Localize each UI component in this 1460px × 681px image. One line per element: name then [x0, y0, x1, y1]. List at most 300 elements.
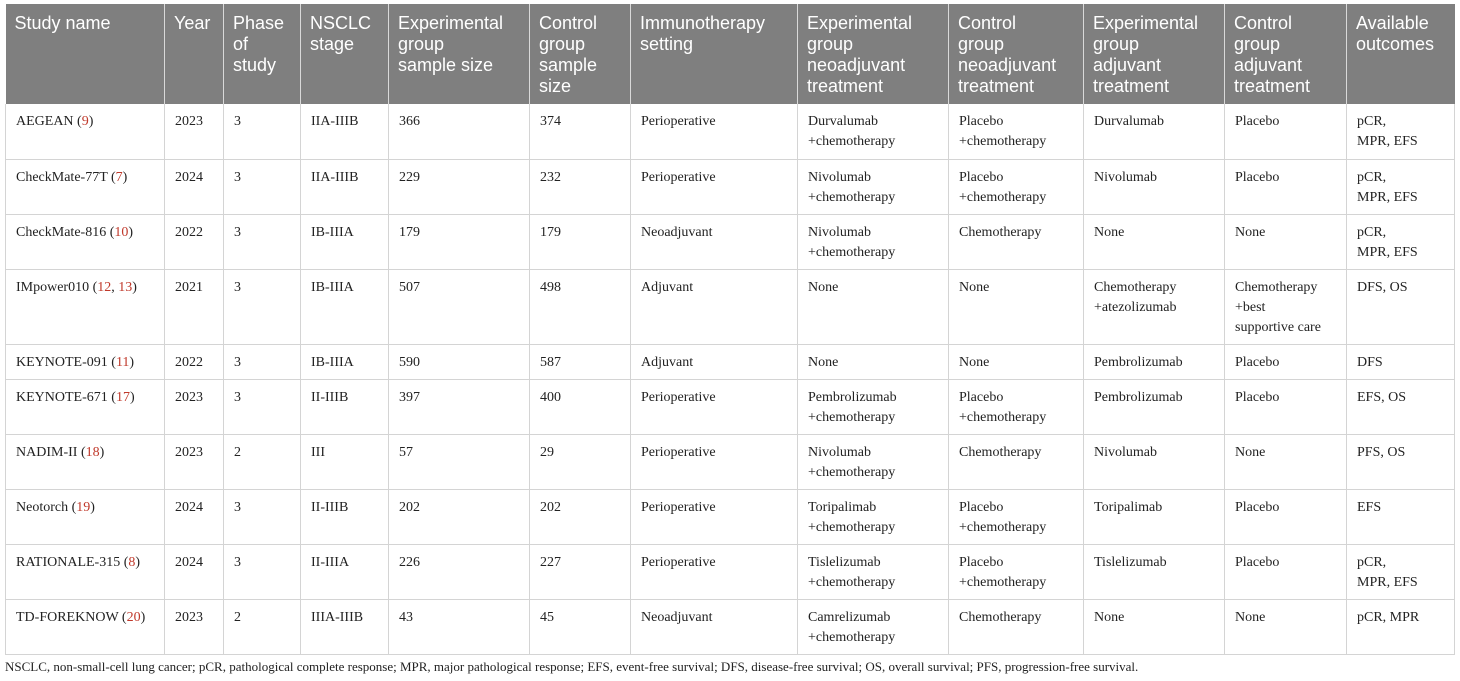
cell-text: Nivolumab: [808, 444, 871, 460]
cell-text: Placebo: [959, 169, 1004, 185]
cell-text: 3: [234, 554, 241, 570]
table-cell: [389, 599, 530, 654]
table-cell: [631, 344, 798, 379]
table-cell: [389, 489, 530, 544]
column-header-line: group: [958, 34, 1005, 54]
cell-text: +chemotherapy: [808, 519, 896, 535]
column-header-line: stage: [310, 34, 355, 54]
cell-text: Toripalimab: [808, 499, 877, 515]
study-name: KEYNOTE-671: [16, 389, 108, 405]
cell-text: IIIA-IIIB: [311, 609, 364, 625]
table-cell: [301, 269, 389, 344]
table-cell: [798, 599, 949, 654]
column-header: [949, 4, 1084, 104]
cell-text: pCR,: [1357, 169, 1387, 185]
study-name-cell: CheckMate-77T (7): [6, 159, 165, 214]
table-cell: [798, 379, 949, 434]
table-row: [6, 434, 1455, 489]
cell-text: Pembrolizumab: [808, 389, 897, 405]
table-cell: [389, 159, 530, 214]
cell-text: 2: [234, 444, 241, 460]
table-cell: [224, 214, 301, 269]
cell-text: 2024: [175, 169, 203, 185]
table-cell: [224, 104, 301, 159]
table-cell: [631, 489, 798, 544]
cell-text: III: [311, 444, 325, 460]
cell-text: Placebo: [1235, 354, 1280, 370]
cell-text: Chemotherapy: [959, 444, 1042, 460]
cell-text: 229: [399, 169, 420, 185]
cell-text: MPR, EFS: [1357, 189, 1418, 205]
table-cell: [530, 599, 631, 654]
table-cell: [301, 544, 389, 599]
cell-text: IB-IIIA: [311, 354, 354, 370]
cell-text: Adjuvant: [641, 279, 694, 295]
table-cell: [389, 269, 530, 344]
cell-text: Placebo: [1235, 499, 1280, 515]
table-cell: [631, 104, 798, 159]
cell-text: 3: [234, 389, 241, 405]
study-name: IMpower010: [16, 279, 90, 295]
table-cell: [631, 379, 798, 434]
column-header-line: adjuvant: [1234, 55, 1303, 75]
table-cell: [165, 214, 224, 269]
table-row: [6, 104, 1455, 159]
cell-text: II-IIIB: [311, 499, 349, 515]
table-cell: [389, 434, 530, 489]
cell-text: IB-IIIA: [311, 279, 354, 295]
study-name: NADIM-II: [16, 444, 78, 460]
cell-text: +chemotherapy: [959, 409, 1047, 425]
cell-text: 366: [399, 114, 420, 129]
reference-link[interactable]: 10: [114, 224, 129, 240]
table-cell: [530, 434, 631, 489]
table-cell: [1225, 599, 1347, 654]
table-cell: [1225, 214, 1347, 269]
table-cell: [1347, 269, 1455, 344]
table-cell: [165, 599, 224, 654]
cell-text: +chemotherapy: [808, 629, 896, 645]
study-name: AEGEAN: [16, 114, 74, 129]
cell-text: Tislelizumab: [1094, 554, 1167, 570]
table-cell: [165, 379, 224, 434]
table-cell: [1225, 379, 1347, 434]
table-cell: [224, 489, 301, 544]
table-cell: [1084, 434, 1225, 489]
cell-text: +chemotherapy: [808, 574, 896, 590]
cell-text: Tislelizumab: [808, 554, 881, 570]
table-cell: [949, 379, 1084, 434]
cell-text: Neoadjuvant: [641, 609, 713, 625]
cell-text: None: [959, 354, 990, 370]
table-cell: [165, 159, 224, 214]
cell-text: 202: [540, 499, 561, 515]
study-table-container: [5, 4, 1454, 655]
study-characteristics-table: [5, 4, 1455, 655]
cell-text: Camrelizumab: [808, 609, 891, 625]
column-header-line: group: [398, 34, 445, 54]
table-cell: [224, 269, 301, 344]
reference-link[interactable]: 19: [76, 499, 91, 515]
cell-text: II-IIIA: [311, 554, 350, 570]
table-cell: [165, 104, 224, 159]
table-row: [6, 344, 1455, 379]
table-cell: [949, 544, 1084, 599]
cell-text: Nivolumab: [808, 224, 871, 240]
column-header: [6, 4, 165, 104]
table-cell: [631, 269, 798, 344]
column-header: [165, 4, 224, 104]
cell-text: IIA-IIIB: [311, 169, 359, 185]
table-cell: [798, 104, 949, 159]
cell-text: 374: [540, 114, 561, 129]
study-name-cell: IMpower010 (12, 13): [6, 269, 165, 344]
table-cell: [798, 489, 949, 544]
table-cell: [798, 344, 949, 379]
table-footnote: NSCLC, non-small-cell lung cancer; pCR, pathological complete response; MPR, major pathological response; EFS, event-free survival; DFS, disease-free survival; OS, overall survival; PFS, progression-free survival.: [5, 659, 1139, 674]
table-cell: [949, 269, 1084, 344]
table-cell: [1084, 489, 1225, 544]
cell-text: DFS, OS: [1357, 279, 1408, 295]
table-cell: [631, 159, 798, 214]
table-cell: [530, 104, 631, 159]
column-header-line: NSCLC: [310, 13, 372, 33]
table-cell: [1084, 159, 1225, 214]
table-cell: [301, 599, 389, 654]
column-header: [530, 4, 631, 104]
cell-text: EFS: [1357, 499, 1382, 515]
cell-text: Placebo: [959, 389, 1004, 405]
column-header-line: group: [1234, 34, 1281, 54]
table-cell: [949, 104, 1084, 159]
cell-text: Chemotherapy: [1235, 279, 1318, 295]
cell-text: Chemotherapy: [1094, 279, 1177, 295]
table-cell: [301, 379, 389, 434]
column-header-line: of: [233, 34, 249, 54]
cell-text: 507: [399, 279, 420, 295]
cell-text: +chemotherapy: [808, 134, 896, 149]
column-header-line: size: [539, 76, 572, 96]
study-name-cell: CheckMate-816 (10): [6, 214, 165, 269]
cell-text: IIA-IIIB: [311, 114, 359, 129]
cell-text: 179: [399, 224, 420, 240]
table-cell: [1225, 269, 1347, 344]
cell-text: II-IIIB: [311, 389, 349, 405]
table-cell: [1084, 379, 1225, 434]
table-cell: [949, 344, 1084, 379]
table-cell: [1084, 269, 1225, 344]
table-header-row: [6, 4, 1455, 104]
table-cell: [1225, 489, 1347, 544]
table-cell: [224, 159, 301, 214]
cell-text: None: [1094, 224, 1125, 240]
cell-text: 3: [234, 279, 241, 295]
cell-text: pCR,: [1357, 114, 1387, 129]
table-cell: [530, 214, 631, 269]
table-cell: [1347, 104, 1455, 159]
table-cell: [1084, 599, 1225, 654]
cell-text: 2022: [175, 224, 203, 240]
table-cell: [224, 434, 301, 489]
reference-link[interactable]: 12: [97, 279, 112, 295]
study-name: CheckMate-816: [16, 224, 107, 240]
table-cell: [224, 544, 301, 599]
cell-text: None: [1235, 224, 1266, 240]
cell-text: Adjuvant: [641, 354, 694, 370]
cell-text: Placebo: [1235, 114, 1280, 129]
cell-text: None: [808, 279, 839, 295]
cell-text: 2023: [175, 444, 203, 460]
column-header-line: outcomes: [1356, 34, 1435, 54]
table-cell: [1347, 599, 1455, 654]
column-header: [224, 4, 301, 104]
cell-text: None: [808, 354, 839, 370]
cell-text: Nivolumab: [1094, 169, 1157, 185]
column-header-line: setting: [640, 34, 694, 54]
table-cell: [224, 599, 301, 654]
column-header: [301, 4, 389, 104]
column-header-line: Year: [174, 13, 211, 33]
cell-text: 400: [540, 389, 561, 405]
cell-text: Placebo: [1235, 554, 1280, 570]
table-body: [6, 104, 1455, 654]
cell-text: 43: [399, 609, 413, 625]
study-name-cell: TD-FOREKNOW (20): [6, 599, 165, 654]
cell-text: Placebo: [959, 114, 1004, 129]
cell-text: pCR, MPR: [1357, 609, 1420, 625]
table-cell: [165, 269, 224, 344]
reference-link[interactable]: 11: [115, 354, 130, 370]
cell-text: Perioperative: [641, 114, 716, 129]
cell-text: 226: [399, 554, 420, 570]
table-cell: [1347, 159, 1455, 214]
reference-link[interactable]: 9: [81, 114, 89, 129]
table-cell: [798, 269, 949, 344]
cell-text: 587: [540, 354, 561, 370]
table-row: [6, 489, 1455, 544]
cell-text: 2023: [175, 114, 203, 129]
column-header: [631, 4, 798, 104]
reference-link[interactable]: 17: [115, 389, 130, 405]
cell-text: Toripalimab: [1094, 499, 1163, 515]
table-cell: [949, 599, 1084, 654]
column-header-line: adjuvant: [1093, 55, 1162, 75]
table-cell: [1084, 344, 1225, 379]
column-header-line: Control: [539, 13, 598, 33]
cell-text: Perioperative: [641, 389, 716, 405]
column-header-line: neoadjuvant: [958, 55, 1057, 75]
cell-text: IB-IIIA: [311, 224, 354, 240]
study-name-cell: RATIONALE-315 (8): [6, 544, 165, 599]
table-cell: [301, 434, 389, 489]
table-cell: [301, 489, 389, 544]
table-cell: [1347, 379, 1455, 434]
cell-text: MPR, EFS: [1357, 134, 1418, 149]
cell-text: Durvalumab: [1094, 114, 1164, 129]
cell-text: Placebo: [959, 554, 1004, 570]
table-cell: [949, 214, 1084, 269]
column-header: [798, 4, 949, 104]
table-cell: [631, 544, 798, 599]
cell-text: 232: [540, 169, 561, 185]
cell-text: +atezolizumab: [1094, 299, 1177, 315]
table-cell: [530, 269, 631, 344]
table-cell: [530, 379, 631, 434]
table-cell: [301, 214, 389, 269]
study-name-cell: NADIM-II (18): [6, 434, 165, 489]
table-cell: [165, 489, 224, 544]
table-cell: [949, 434, 1084, 489]
cell-text: 590: [399, 354, 420, 370]
cell-text: Durvalumab: [808, 114, 878, 129]
table-row: [6, 379, 1455, 434]
table-cell: [1347, 434, 1455, 489]
table-cell: [631, 434, 798, 489]
table-cell: [798, 159, 949, 214]
table-cell: [798, 434, 949, 489]
cell-text: +chemotherapy: [959, 574, 1047, 590]
table-cell: [949, 159, 1084, 214]
column-header-line: study: [233, 55, 277, 75]
table-cell: [949, 489, 1084, 544]
cell-text: +chemotherapy: [959, 134, 1047, 149]
table-row: [6, 544, 1455, 599]
cell-text: Pembrolizumab: [1094, 354, 1183, 370]
cell-text: 57: [399, 444, 413, 460]
column-header-line: treatment: [1093, 76, 1170, 96]
cell-text: 2023: [175, 609, 203, 625]
table-cell: [530, 489, 631, 544]
reference-link[interactable]: 8: [128, 554, 136, 570]
cell-text: Nivolumab: [808, 169, 871, 185]
table-cell: [1347, 544, 1455, 599]
table-cell: [165, 434, 224, 489]
cell-text: 397: [399, 389, 420, 405]
study-name: TD-FOREKNOW: [16, 609, 119, 625]
cell-text: Perioperative: [641, 444, 716, 460]
cell-text: 3: [234, 224, 241, 240]
column-header-line: treatment: [958, 76, 1035, 96]
reference-link[interactable]: 20: [126, 609, 141, 625]
reference-link[interactable]: 18: [85, 444, 100, 460]
cell-text: 179: [540, 224, 561, 240]
cell-text: +chemotherapy: [808, 409, 896, 425]
cell-text: Pembrolizumab: [1094, 389, 1183, 405]
column-header-line: Control: [958, 13, 1017, 33]
cell-text: Perioperative: [641, 554, 716, 570]
cell-text: None: [959, 279, 990, 295]
column-header-line: Control: [1234, 13, 1293, 33]
table-cell: [165, 344, 224, 379]
column-header-line: treatment: [1234, 76, 1311, 96]
cell-text: 3: [234, 499, 241, 515]
column-header-line: Available: [1356, 13, 1429, 33]
table-row: [6, 269, 1455, 344]
table-cell: [798, 214, 949, 269]
study-name: KEYNOTE-091: [16, 354, 108, 370]
column-header-line: neoadjuvant: [807, 55, 906, 75]
column-header-line: Experimental: [807, 13, 913, 33]
table-cell: [1084, 544, 1225, 599]
column-header-line: group: [807, 34, 854, 54]
column-header-line: sample: [539, 55, 598, 75]
table-cell: [530, 159, 631, 214]
study-name-cell: KEYNOTE-091 (11): [6, 344, 165, 379]
table-cell: [1347, 489, 1455, 544]
cell-text: Neoadjuvant: [641, 224, 713, 240]
column-header: [1225, 4, 1347, 104]
table-cell: [1347, 214, 1455, 269]
study-name-cell: Neotorch (19): [6, 489, 165, 544]
cell-text: EFS, OS: [1357, 389, 1407, 405]
study-name: RATIONALE-315: [16, 554, 121, 570]
study-name-cell: KEYNOTE-671 (17): [6, 379, 165, 434]
cell-text: +chemotherapy: [808, 464, 896, 480]
cell-text: Perioperative: [641, 499, 716, 515]
cell-text: Placebo: [1235, 169, 1280, 185]
table-cell: [301, 344, 389, 379]
cell-text: DFS: [1357, 354, 1383, 370]
table-row: [6, 159, 1455, 214]
column-header-line: Immunotherapy: [640, 13, 766, 33]
table-cell: [224, 344, 301, 379]
cell-text: 2024: [175, 554, 203, 570]
column-header-line: Experimental: [1093, 13, 1199, 33]
cell-text: 2024: [175, 499, 203, 515]
cell-text: Placebo: [1235, 389, 1280, 405]
cell-text: +chemotherapy: [959, 189, 1047, 205]
cell-text: None: [1235, 444, 1266, 460]
cell-text: PFS, OS: [1357, 444, 1406, 460]
column-header-line: sample size: [398, 55, 494, 75]
table-cell: [301, 159, 389, 214]
table-cell: [1347, 344, 1455, 379]
cell-text: 3: [234, 169, 241, 185]
column-header-line: Phase: [233, 13, 285, 33]
column-header-line: Experimental: [398, 13, 504, 33]
table-cell: [389, 379, 530, 434]
column-header-line: Study name: [14, 13, 111, 33]
table-cell: [389, 104, 530, 159]
cell-text: Placebo: [959, 499, 1004, 515]
cell-text: Perioperative: [641, 169, 716, 185]
table-cell: [1225, 544, 1347, 599]
reference-link[interactable]: 13: [118, 279, 133, 295]
table-row: [6, 599, 1455, 654]
cell-text: 2022: [175, 354, 203, 370]
table-cell: [301, 104, 389, 159]
cell-text: +chemotherapy: [808, 244, 896, 260]
column-header: [1084, 4, 1225, 104]
cell-text: MPR, EFS: [1357, 244, 1418, 260]
cell-text: 227: [540, 554, 561, 570]
table-cell: [1225, 104, 1347, 159]
column-header-line: group: [1093, 34, 1140, 54]
table-row: [6, 214, 1455, 269]
cell-text: None: [1235, 609, 1266, 625]
study-name: Neotorch: [16, 499, 69, 515]
reference-link[interactable]: 7: [115, 169, 123, 185]
table-cell: [631, 214, 798, 269]
table-cell: [389, 544, 530, 599]
table-cell: [530, 344, 631, 379]
cell-text: 45: [540, 609, 554, 625]
study-name: CheckMate-77T: [16, 169, 108, 185]
cell-text: Nivolumab: [1094, 444, 1157, 460]
column-header-line: group: [539, 34, 586, 54]
cell-text: +chemotherapy: [959, 519, 1047, 535]
column-header: [1347, 4, 1455, 104]
